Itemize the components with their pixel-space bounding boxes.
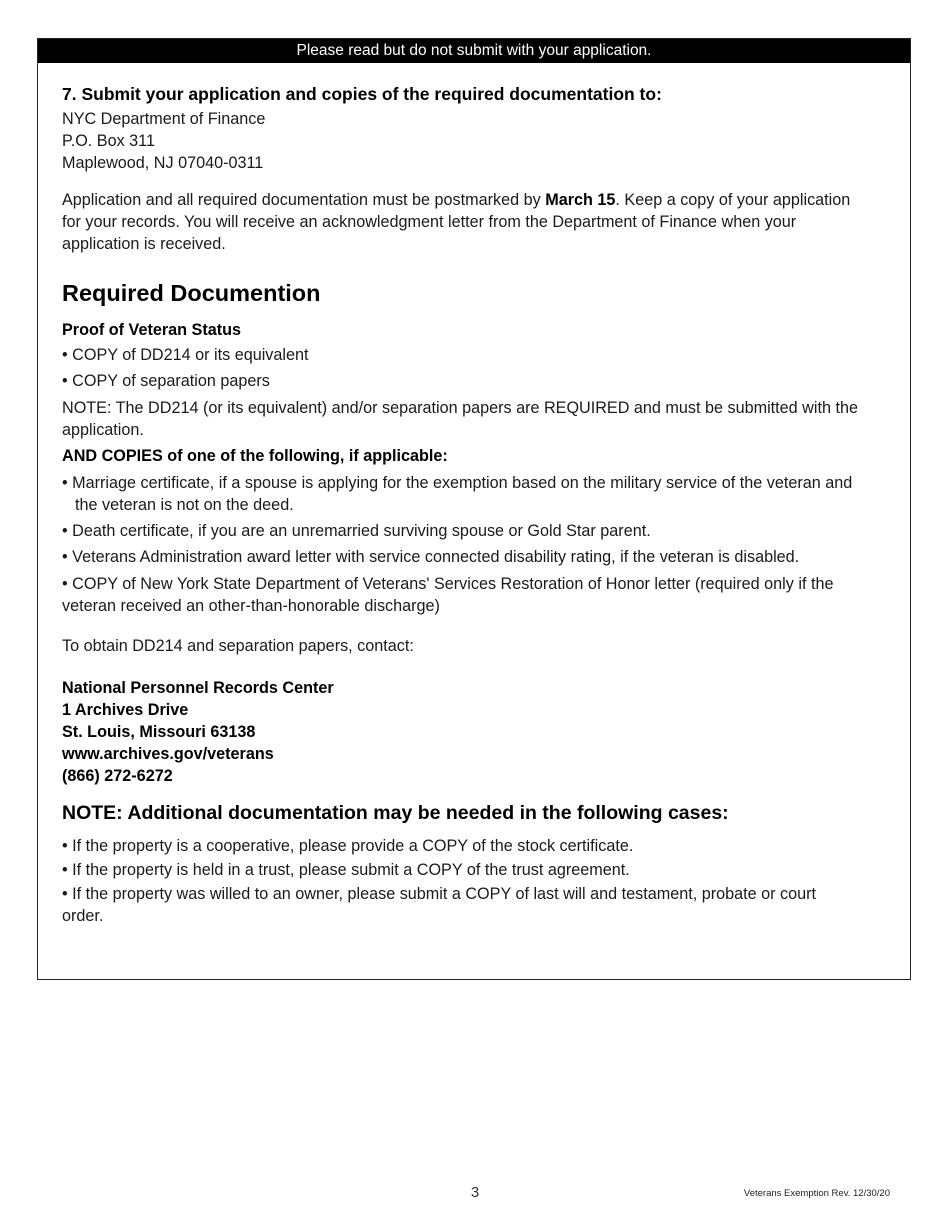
proof-heading: Proof of Veteran Status: [62, 321, 241, 339]
contact-name: National Personnel Records Center: [62, 679, 334, 697]
proof-item-2: • COPY of separation papers: [62, 372, 270, 390]
address-line-1: NYC Department of Finance: [62, 110, 266, 128]
additional-item-2: • If the property is held in a trust, please submit a COPY of the trust agreement.: [62, 861, 630, 879]
postmark-paragraph-line-1: [62, 189, 850, 211]
copies-item-1-line-2: the veteran is not on the deed.: [75, 496, 294, 514]
postmark-text-after: . Keep a copy of your application: [615, 191, 851, 209]
contact-street: 1 Archives Drive: [62, 701, 189, 719]
submit-heading: 7. Submit your application and copies of the required documentation to:: [62, 84, 662, 104]
and-copies-heading: AND COPIES of one of the following, if applicable:: [62, 447, 448, 465]
additional-item-3-line-2: order.: [62, 907, 104, 925]
address-line-2: P.O. Box 311: [62, 132, 155, 150]
required-documentation-heading: Required Documention: [62, 280, 321, 306]
postmark-text-before: Application and all required documentation must be postmarked by: [62, 191, 546, 209]
proof-note-line-1: NOTE: The DD214 (or its equivalent) and/or separation papers are REQUIRED and must be submitted with the: [62, 399, 858, 417]
copies-item-2: • Death certificate, if you are an unremarried surviving spouse or Gold Star parent.: [62, 522, 651, 540]
obtain-intro: To obtain DD214 and separation papers, contact:: [62, 637, 414, 655]
additional-item-3-line-1: • If the property was willed to an owner, please submit a COPY of last will and testament, probate or court: [62, 885, 816, 903]
additional-note-heading: NOTE: Additional documentation may be needed in the following cases:: [62, 802, 729, 824]
proof-note-line-2: application.: [62, 421, 144, 439]
copies-item-1-line-1: • Marriage certificate, if a spouse is applying for the exemption based on the military service of the veteran and: [62, 474, 853, 492]
deadline-date: March 15: [545, 191, 616, 209]
contact-phone: (866) 272-6272: [62, 767, 173, 785]
contact-website: www.archives.gov/veterans: [62, 745, 274, 763]
address-line-3: Maplewood, NJ 07040-0311: [62, 154, 264, 172]
page-number: 3: [470, 1184, 480, 1201]
notice-banner: Please read but do not submit with your application.: [38, 39, 910, 63]
contact-city: St. Louis, Missouri 63138: [62, 723, 256, 741]
postmark-paragraph-line-2: for your records. You will receive an acknowledgment letter from the Department of Finance when your: [62, 213, 797, 231]
postmark-paragraph-line-3: application is received.: [62, 235, 226, 253]
additional-item-1: • If the property is a cooperative, please provide a COPY of the stock certificate.: [62, 837, 634, 855]
copies-item-4-line-1: • COPY of New York State Department of Veterans' Services Restoration of Honor letter (required only if the: [62, 575, 834, 593]
copies-item-3: • Veterans Administration award letter with service connected disability rating, if the veteran is disabled.: [62, 548, 800, 566]
copies-item-4-line-2: veteran received an other-than-honorable discharge): [62, 597, 440, 615]
form-revision: Veterans Exemption Rev. 12/30/20: [743, 1188, 890, 1199]
instructions-frame: [37, 38, 911, 980]
proof-item-1: • COPY of DD214 or its equivalent: [62, 346, 309, 364]
